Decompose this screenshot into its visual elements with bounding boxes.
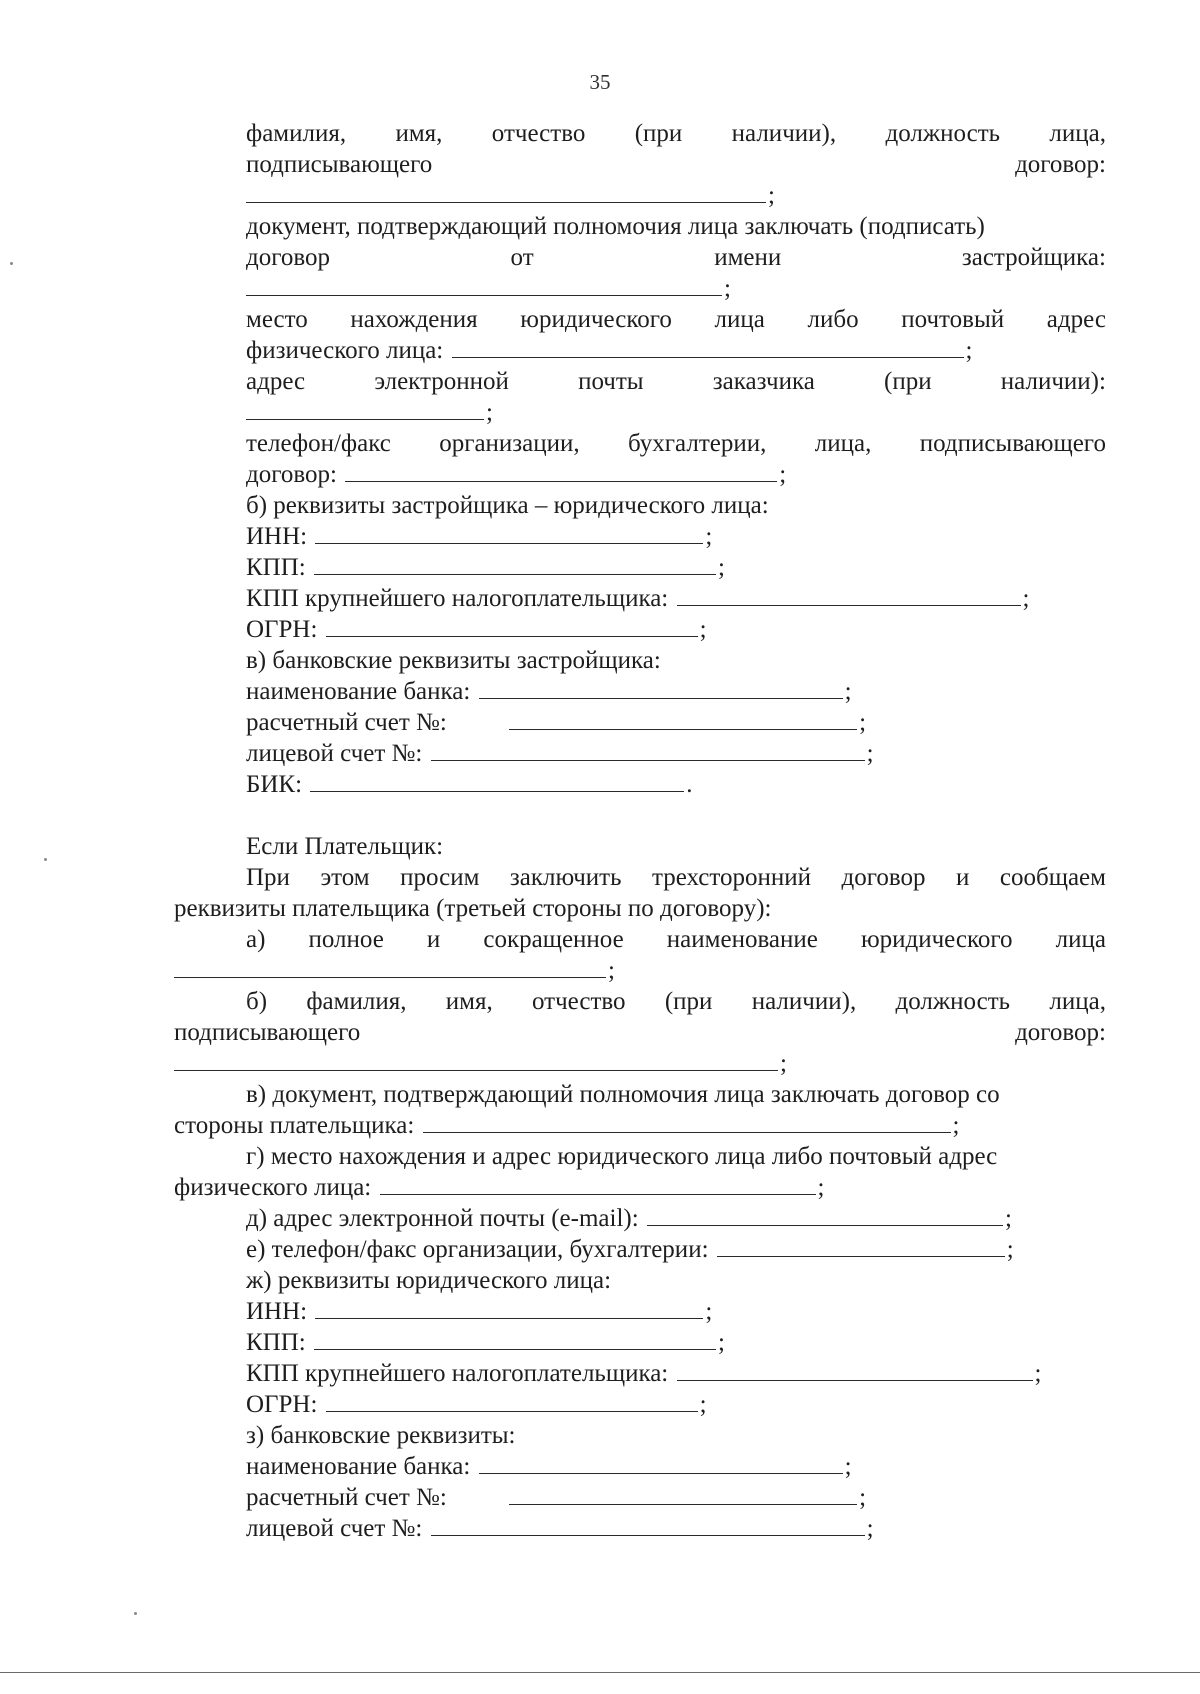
payer-b-line-2: подписывающего договор: [174, 1019, 1106, 1046]
payer-c-line-2: стороны плательщика: ; [174, 1112, 960, 1139]
payer-intro: Если Плательщик: [246, 833, 444, 860]
payer-personal-account-field[interactable] [431, 1513, 865, 1536]
developer-kpp-major-field[interactable] [677, 583, 1021, 606]
phone-fax-field[interactable] [345, 459, 777, 482]
email-line-1: адрес электронной почты заказчика (при наличии): [246, 368, 1106, 395]
authority-document-field[interactable] [246, 273, 722, 296]
payer-location-field[interactable] [380, 1172, 816, 1195]
signatory-words: фамилия, имя, отчество (при наличии), должность лица, [246, 120, 1106, 147]
email-blank-line: ; [0, 397, 1200, 428]
scan-speck [10, 262, 13, 265]
payer-d-line-2: физического лица: ; [174, 1174, 825, 1201]
scan-bottom-edge [0, 1672, 1200, 1673]
developer-inn-field[interactable] [315, 521, 703, 544]
page-number: 35 [589, 70, 611, 94]
payer-inn-line: ИНН: ; [246, 1298, 713, 1325]
developer-ogrn-line: ОГРН: ; [246, 616, 707, 643]
payer-a-blank-line: ; [0, 955, 1200, 986]
developer-inn-line: ИНН: ; [246, 523, 713, 550]
payer-kpp-major-line: КПП крупнейшего налогоплательщика: ; [246, 1360, 1042, 1387]
payer-c-line-1: в) документ, подтверждающий полномочия лица заключать договор со [246, 1081, 1000, 1108]
location-field[interactable] [452, 335, 964, 358]
authority-blank-line: ; [0, 273, 1200, 304]
location-line-2: физического лица: ; [246, 337, 973, 364]
signatory-line-1 [0, 118, 1200, 149]
developer-ogrn-field[interactable] [326, 614, 698, 637]
payer-ogrn-line: ОГРН: ; [246, 1391, 707, 1418]
payer-kpp-major-field[interactable] [677, 1358, 1033, 1381]
payer-email-field[interactable] [647, 1203, 1003, 1226]
form-content [0, 118, 1200, 1544]
payer-inn-field[interactable] [315, 1296, 703, 1319]
signatory-name-field[interactable] [246, 180, 766, 203]
developer-requisites-heading: б) реквизиты застройщика – юридического лица: [246, 492, 769, 519]
developer-bik-line: БИК: . [246, 771, 693, 798]
authority-line-2: договор от имени застройщика: [246, 244, 1106, 271]
phone-line-1: телефон/факс организации, бухгалтерии, лица, подписывающего [246, 430, 1106, 457]
payer-personal-account-line: лицевой счет №: ; [246, 1515, 874, 1542]
payer-account-line: расчетный счет №: ; [246, 1484, 867, 1511]
developer-bank-name-field[interactable] [479, 676, 843, 699]
payer-b-line-1: б) фамилия, имя, отчество (при наличии), должность лица, [246, 988, 1106, 1015]
payer-kpp-field[interactable] [314, 1327, 716, 1350]
payer-bank-name-field[interactable] [479, 1451, 843, 1474]
payer-d-line-1: г) место нахождения и адрес юридического лица либо почтовый адрес [246, 1143, 998, 1170]
signatory-blank-line: ; [0, 180, 1200, 211]
developer-personal-account-line: лицевой счет №: ; [246, 740, 874, 767]
developer-kpp-field[interactable] [314, 552, 716, 575]
developer-account-field[interactable] [509, 707, 857, 730]
payer-account-field[interactable] [509, 1482, 857, 1505]
payer-ogrn-field[interactable] [326, 1389, 698, 1412]
payer-b-blank-line: ; [0, 1048, 1200, 1079]
payer-full-name-field[interactable] [174, 955, 606, 978]
payer-paragraph-line-2: реквизиты плательщика (третьей стороны по договору): [174, 895, 772, 922]
developer-kpp-line: КПП: ; [246, 554, 725, 581]
payer-phone-field[interactable] [717, 1234, 1005, 1257]
authority-line-1: документ, подтверждающий полномочия лица заключать (подписать) [246, 213, 985, 240]
payer-authority-field[interactable] [423, 1110, 951, 1133]
developer-kpp-major-line: КПП крупнейшего налогоплательщика: ; [246, 585, 1030, 612]
payer-e-line: д) адрес электронной почты (e-mail): ; [246, 1205, 1012, 1232]
phone-line-2: договор: ; [246, 461, 787, 488]
payer-bank-heading: з) банковские реквизиты: [246, 1422, 516, 1449]
payer-f-line: е) телефон/факс организации, бухгалтерии: ; [246, 1236, 1014, 1263]
developer-bank-heading: в) банковские реквизиты застройщика: [246, 647, 661, 674]
payer-requisites-heading: ж) реквизиты юридического лица: [246, 1267, 612, 1294]
payer-bank-name-line: наименование банка: ; [246, 1453, 852, 1480]
developer-bik-field[interactable] [310, 769, 684, 792]
payer-kpp-line: КПП: ; [246, 1329, 725, 1356]
payer-paragraph-line-1: При этом просим заключить трехсторонний договор и сообщаем [246, 864, 1106, 891]
scan-speck [134, 1612, 137, 1615]
scan-speck [44, 858, 47, 861]
developer-personal-account-field[interactable] [431, 738, 865, 761]
developer-bank-name-line: наименование банка: ; [246, 678, 852, 705]
developer-account-line: расчетный счет №: ; [246, 709, 867, 736]
payer-signatory-field[interactable] [174, 1048, 778, 1071]
payer-a-line-1: а) полное и сокращенное наименование юридического лица [246, 926, 1106, 953]
customer-email-field[interactable] [246, 397, 484, 420]
location-line-1: место нахождения юридического лица либо почтовый адрес [246, 306, 1106, 333]
signatory-line-2: подписывающего договор: [246, 151, 1106, 178]
